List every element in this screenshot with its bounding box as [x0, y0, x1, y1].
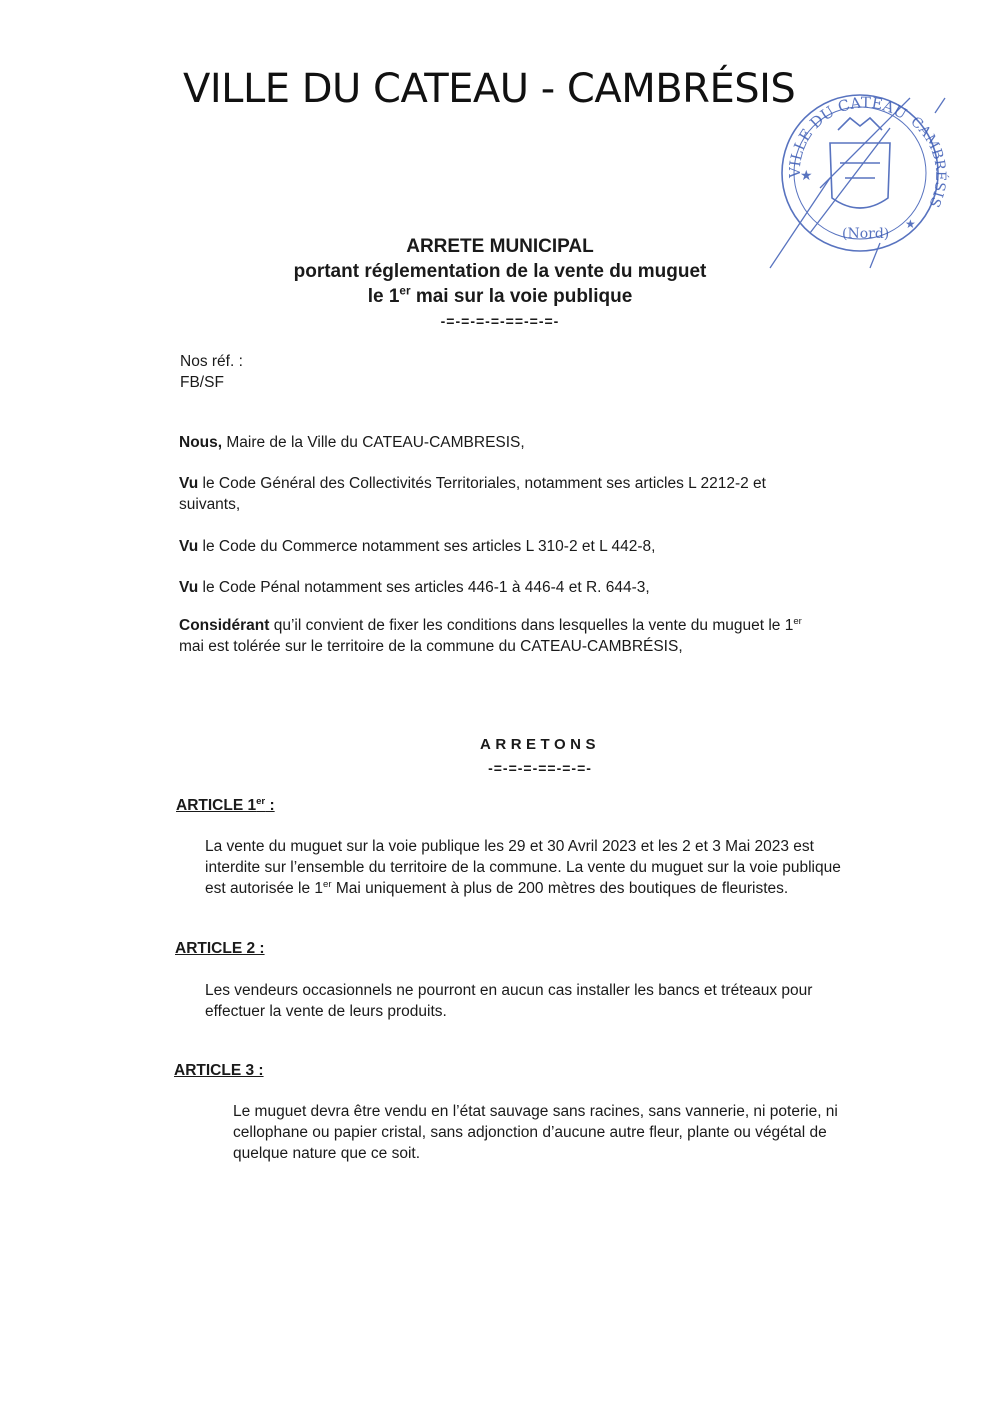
- decree-title: ARRETE MUNICIPAL: [406, 236, 594, 257]
- seal-star-icon: ★: [800, 167, 813, 183]
- reference-label: Nos réf. :: [180, 353, 243, 370]
- reference-value: FB/SF: [180, 374, 224, 391]
- article-1-text: La vente du muguet sur la voie publique les 29 et 30 Avril 2023 et les 2 et 3 Mai 2023 est interdite sur l’ensemble du territoire de la commune. La vente du muguet sur la voie publique est autorisée le 1er Mai uniquement à plus de 200 mètres des boutiques de fleuristes.: [205, 838, 841, 897]
- article-3-text: Le muguet devra être vendu en l’état sauvage sans racines, sans vannerie, ni poterie, ni cellophane ou papier cristal, sans adjonction d’aucune autre fleur, plante ou végétal de quelque nature que ce soit.: [233, 1103, 838, 1162]
- heading-separator: -=-=-=-=-==-=-=-: [440, 313, 560, 329]
- decree-subtitle-line2: le 1er mai sur la voie publique: [367, 284, 633, 307]
- article-1-title: ARTICLE 1er :: [176, 795, 275, 814]
- seal-text-bottom: (Nord): [842, 226, 890, 242]
- preamble-considerant: Considérant qu’il convient de fixer les conditions dans lesquelles la vente du muguet le 1er mai est tolérée sur le territoire de la commune du CATEAU-CAMBRÉSIS,: [179, 615, 802, 655]
- arretons-heading: ARRETONS: [480, 736, 600, 753]
- seal-star-icon: ★: [905, 217, 916, 231]
- preamble-vu-penal: Vu le Code Pénal notamment ses articles 446-1 à 446-4 et R. 644-3,: [179, 579, 650, 596]
- city-title: VILLE DU CATEAU - CAMBRÉSIS: [183, 66, 796, 112]
- article-2-title: ARTICLE 2 :: [175, 940, 265, 957]
- seal-text-top: VILLE DU CATEAU: [785, 93, 911, 179]
- decree-subtitle-line1: portant réglementation de la vente du muguet: [293, 261, 707, 282]
- preamble-vu-cgct: Vu le Code Général des Collectivités Territoriales, notamment ses articles L 2212-2 et suivants,: [179, 475, 766, 513]
- arretons-separator: -=-=-=-==-=-=-: [488, 760, 592, 776]
- seal-text-right: CAMBRÉSIS: [907, 113, 949, 210]
- article-2-text: Les vendeurs occasionnels ne pourront en aucun cas installer les bancs et tréteaux pour effectuer la vente de leurs produits.: [205, 982, 813, 1020]
- article-3-title: ARTICLE 3 :: [174, 1062, 264, 1079]
- preamble-nous: Nous, Maire de la Ville du CATEAU-CAMBRESIS,: [179, 434, 525, 451]
- preamble-vu-commerce: Vu le Code du Commerce notamment ses articles L 310-2 et L 442-8,: [179, 538, 656, 555]
